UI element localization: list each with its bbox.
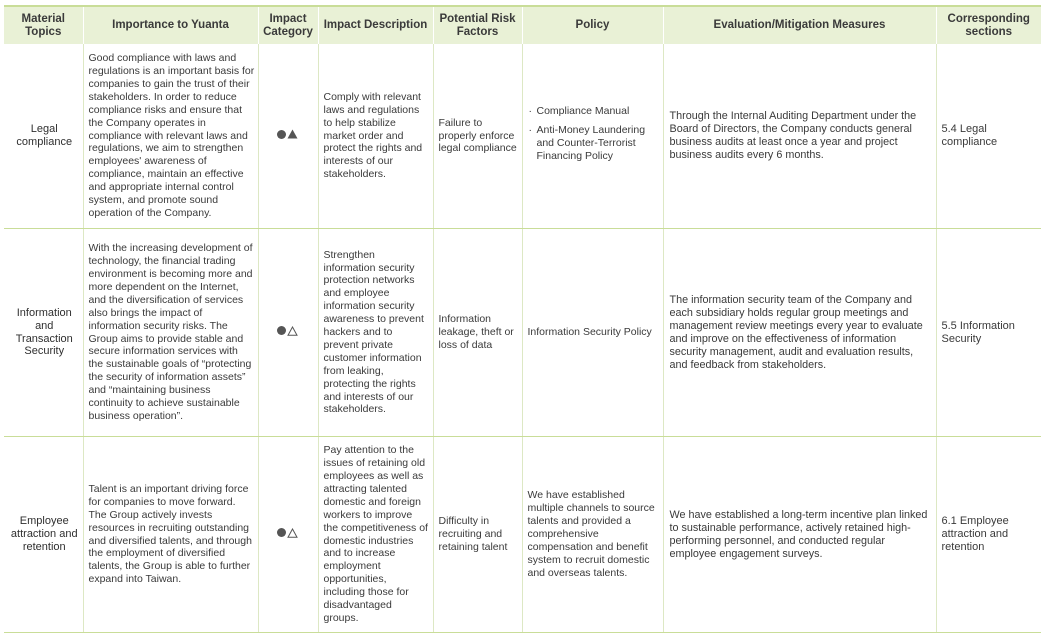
policy-cell: We have established multiple channels to source talents and provided a comprehensive compensation and benefit system to recruit domestic and overseas talents.: [522, 437, 663, 633]
risk-factor-cell: Failure to properly enforce legal compliance: [433, 44, 522, 229]
policy-cell: [522, 44, 663, 229]
table-row: [4, 437, 1041, 633]
filled-circle-icon: [277, 130, 286, 139]
policy-list: [528, 105, 660, 163]
hollow-triangle-icon: [287, 528, 298, 538]
mitigation-measures-cell: We have established a long-term incentive plan linked to sustainable performance, actively retained high-performing personnel, and conducted regular employee engagement surveys.: [663, 437, 936, 633]
topic-cell: Legal compliance: [4, 44, 83, 229]
corresponding-section-cell: 5.4 Legal compliance: [936, 44, 1041, 229]
mitigation-measures-cell: Through the Internal Auditing Department under the Board of Directors, the Company conducts general business audits at least once a year and project business audits every 6 months.: [663, 44, 936, 229]
header-policy: Policy: [522, 6, 663, 44]
header-corresponding-sections: Corresponding sections: [936, 6, 1041, 44]
table-row: [4, 229, 1041, 437]
filled-triangle-icon: [287, 129, 298, 139]
risk-factor-cell: Information leakage, theft or loss of data: [433, 229, 522, 437]
importance-cell: Good compliance with laws and regulations is an important basis for companies to gain the trust of their stakeholders. In order to reduce compliance risks and ensure that the Company operates in compliance with relevant laws and regulations, we aim to strengthen employees' awareness of compliance, maintain an effective and appropriate internal control system, and promote sound operation of the Company.: [83, 44, 258, 229]
header-evaluation-measures: Evaluation/Mitigation Measures: [663, 6, 936, 44]
filled-circle-icon: [277, 528, 286, 537]
header-potential-risk: Potential Risk Factors: [433, 6, 522, 44]
policy-item: · Anti-Money Laundering and Counter-Terrorist Financing Policy: [528, 124, 660, 163]
header-row: [4, 6, 1041, 44]
topic-cell: Information and Transaction Security: [4, 229, 83, 437]
impact-description-cell: Pay attention to the issues of retaining old employees as well as attracting talented domestic and foreign workers to improve the competitiveness of domestic industries and to increase employment opportunities, including those for disadvantaged groups.: [318, 437, 433, 633]
impact-description-cell: Strengthen information security protection networks and employee information security awareness to prevent hackers and to prevent private customer information from leaking, protecting the rights and interests of our stakeholders.: [318, 229, 433, 437]
material-topics-table: [4, 5, 1041, 633]
hollow-triangle-icon: [287, 326, 298, 336]
topic-cell: Employee attraction and retention: [4, 437, 83, 633]
impact-category-cell: [258, 44, 318, 229]
header-impact-category: Impact Category: [258, 6, 318, 44]
table-row: [4, 44, 1041, 229]
filled-circle-icon: [277, 326, 286, 335]
policy-cell: Information Security Policy: [522, 229, 663, 437]
importance-cell: With the increasing development of technology, the financial trading environment is becoming more and more dependent on the Internet, and the diversification of services also brings the impact of information security risks. The Group aims to provide stable and secure information services with the sustainable goals of “protecting the security of information assets” and “maintaining business continuity to achieve sustainable business operation”.: [83, 229, 258, 437]
policy-item: · Compliance Manual: [528, 105, 660, 118]
impact-description-cell: Comply with relevant laws and regulations to help stabilize market order and protect the rights and interests of our stakeholders.: [318, 44, 433, 229]
importance-cell: Talent is an important driving force for companies to move forward. The Group actively invests resources in recruiting outstanding and diversified talents, and through the employment of diversified talents, the Group is able to further expand into Taiwan.: [83, 437, 258, 633]
header-importance: Importance to Yuanta: [83, 6, 258, 44]
corresponding-section-cell: 6.1 Employee attraction and retention: [936, 437, 1041, 633]
mitigation-measures-cell: The information security team of the Company and each subsidiary holds regular group meetings and management review meetings every year to evaluate and improve on the effectiveness of information security management, audit and evaluation results, and feedback from stakeholders.: [663, 229, 936, 437]
header-impact-description: Impact Description: [318, 6, 433, 44]
impact-category-cell: [258, 437, 318, 633]
corresponding-section-cell: 5.5 Information Security: [936, 229, 1041, 437]
impact-category-cell: [258, 229, 318, 437]
risk-factor-cell: Difficulty in recruiting and retaining talent: [433, 437, 522, 633]
header-material-topics: Material Topics: [4, 6, 83, 44]
